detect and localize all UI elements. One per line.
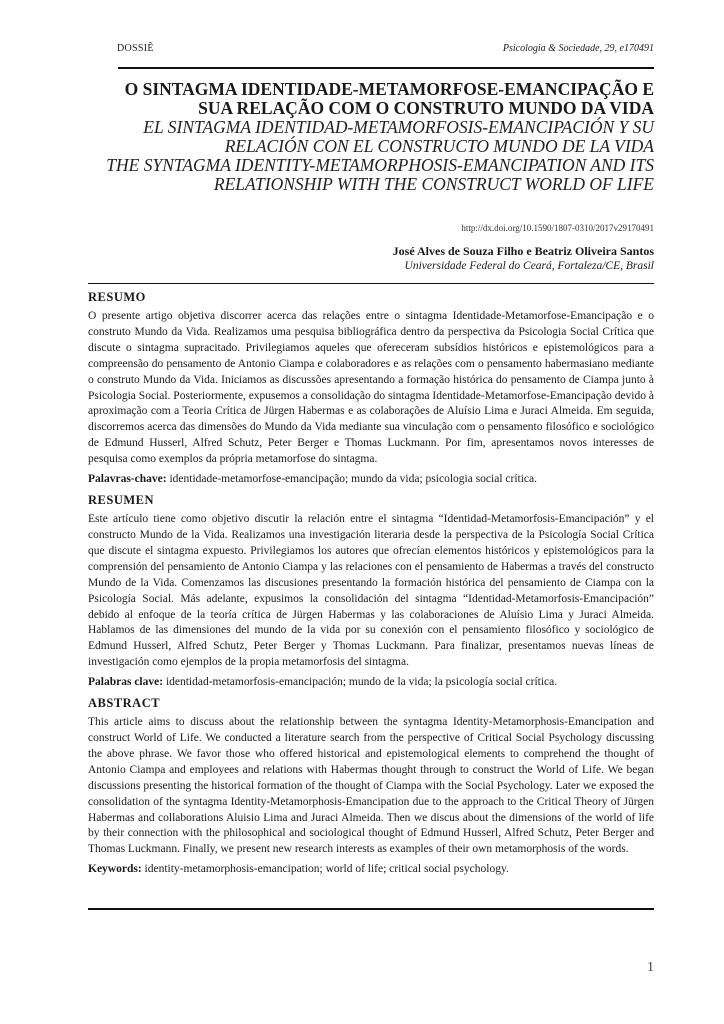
title-en-line1: THE SYNTAGMA IDENTITY-METAMORPHOSIS-EMANCIPATION AND ITS	[106, 155, 654, 175]
title-es-line2: RELACIÓN CON EL CONSTRUCTO MUNDO DE LA VIDA	[224, 136, 654, 156]
resumo-keywords	[88, 471, 654, 487]
resumo-text: O presente artigo objetiva discorrer acerca das relações entre o sintagma Identidade-Metamorfose-Emancipação e o construto Mundo da Vida. Realizamos uma pesquisa bibliográfica dentro da perspectiva da Psicologia Social Crítica que discute o sintagma supracitado. Privilegiamos aqueles que ofereceram subsídios históricos e epistemológicos para a compreensão do pensamento de Antonio Ciampa e colaboradores e as relações com o pensamento habermasiano mediante o construto Mundo da Vida. Iniciamos as discussões apresentando a formação histórica do pensamento de Ciampa junto à Psicologia Social. Posteriormente, expusemos a consolidação do sintagma Identidade-Metamorfose-Emancipação devido à aproximação com a Teoria Crítica de Jürgen Habermas e as colaborações de Aluísio Lima e Juraci Almeida. Em seguida, discorremos acerca das dimensões do Mundo da Vida mediante sua vinculação com o pensamento filosófico e sociológico de Edmund Husserl, Alfred Schutz, Peter Berger e Thomas Luckmann. Por fim, apresentamos novos interesses de pesquisa como exemplos da própria metamorfose do sintagma.	[88, 310, 654, 466]
author-block	[393, 243, 654, 274]
abstract-top-divider	[88, 283, 654, 284]
abstract-keywords	[88, 861, 654, 877]
resumen-text: Este artículo tiene como objetivo discutir la relación entre el sintagma “Identidad-Metamorfosis-Emancipación” y el constructo Mundo de la Vida. Realizamos una investigación literaria desde la perspectiva de la Psicología Social Crítica que discute el sintagma expuesto. Privilegiamos los autores que ofrecían elementos históricos y epistemológicos para la comprensión del pensamiento de Antonio Ciampa y las relaciones con el pensamiento de Habermas a través del constructo Mundo de la Vida. Comenzamos las discusiones presentando la formación histórica del pensamiento de Ciampa con la Psicología Social. Más adelante, expusimos la consolidación del sintagma “Identidad-Metamorfosis-Emancipación” debido al enfoque de la teoría crítica de Jürgen Habermas y las colaboraciones de Aluísio Lima y Juraci Almeida. Hablamos de las dimensiones del mundo de la vida por su conexión con el pensamiento filosófico y sociológico de Edmund Husserl, Alfred Schutz, Peter Berger y Thomas Luckmann. Para finalizar, presentamos nuevas líneas de investigación como ejemplos de la propia metamorfosis del sintagma.	[88, 513, 654, 669]
abstract-keywords-label: Keywords:	[88, 863, 142, 876]
resumen-keywords-label: Palabras clave:	[88, 676, 164, 689]
resumen-heading: RESUMEN	[88, 493, 155, 508]
author-affiliation: Universidade Federal do Ceará, Fortaleza/CE, Brasil	[404, 260, 654, 272]
title-en-line2: RELATIONSHIP WITH THE CONSTRUCT WORLD OF LIFE	[213, 174, 654, 194]
journal-citation: Psicologia & Sociedade, 29, e170491	[502, 43, 654, 54]
author-names: José Alves de Souza Filho e Beatriz Oliveira Santos	[392, 244, 654, 258]
doi-link[interactable]: http://dx.doi.org/10.1590/1807-0310/2017v29170491	[461, 223, 654, 233]
section-label: DOSSIÊ	[117, 43, 154, 54]
abstract-keywords-value: identity-metamorphosis-emancipation; world of life; critical social psychology.	[144, 863, 509, 876]
abstracts-body	[88, 289, 654, 882]
resumo-keywords-value: identidade-metamorfose-emancipação; mundo da vida; psicologia social crítica.	[169, 473, 537, 486]
title-es-line1: EL SINTAGMA IDENTIDAD-METAMORFOSIS-EMANCIPACIÓN Y SU	[143, 117, 654, 137]
title-block	[80, 80, 654, 194]
resumo-heading: RESUMO	[88, 290, 146, 304]
abstract-text: This article aims to discuss about the relationship between the syntagma Identity-Metamorphosis-Emancipation and construct World of Life. We conducted a literature search from the perspective of Critical Social Psychology discussing the above phrase. We favor those who offered historical and epistemological elements to comprehend the thought of Antonio Ciampa and employees and relations with Habermas thought through to construct the World of Life. We began discussions presenting the historical formation of the thought of Ciampa with the Social Psychology. Later we exposed the consolidation of the syntagma Identity-Metamorphosis-Emancipation due to the approach to the Critical Theory of Jürgen Habermas and collaborations Aluisio Lima and Juraci Almeida. Then we discus about the dimensions of the world of life by their connection with the philosophical and sociological thought of Edmund Husserl, Alfred Schutz, Peter Berger and Thomas Luckmann. Finally, we present new research interests as examples of their own metamorphosis of the words.	[88, 716, 654, 856]
header-divider	[118, 67, 654, 69]
abstract-bottom-divider	[88, 908, 654, 910]
resumen-keywords	[88, 674, 654, 690]
abstract-heading: ABSTRACT	[88, 696, 161, 711]
resumo-keywords-label: Palavras-chave:	[88, 473, 167, 486]
title-pt-line1: O SINTAGMA IDENTIDADE-METAMORFOSE-EMANCIPAÇÃO E	[124, 79, 654, 99]
page-number: 1	[647, 960, 654, 975]
resumen-keywords-value: identidad-metamorfosis-emancipación; mundo de la vida; la psicología social crítica.	[165, 676, 558, 689]
title-pt-line2: SUA RELAÇÃO COM O CONSTRUTO MUNDO DA VIDA	[198, 98, 654, 118]
